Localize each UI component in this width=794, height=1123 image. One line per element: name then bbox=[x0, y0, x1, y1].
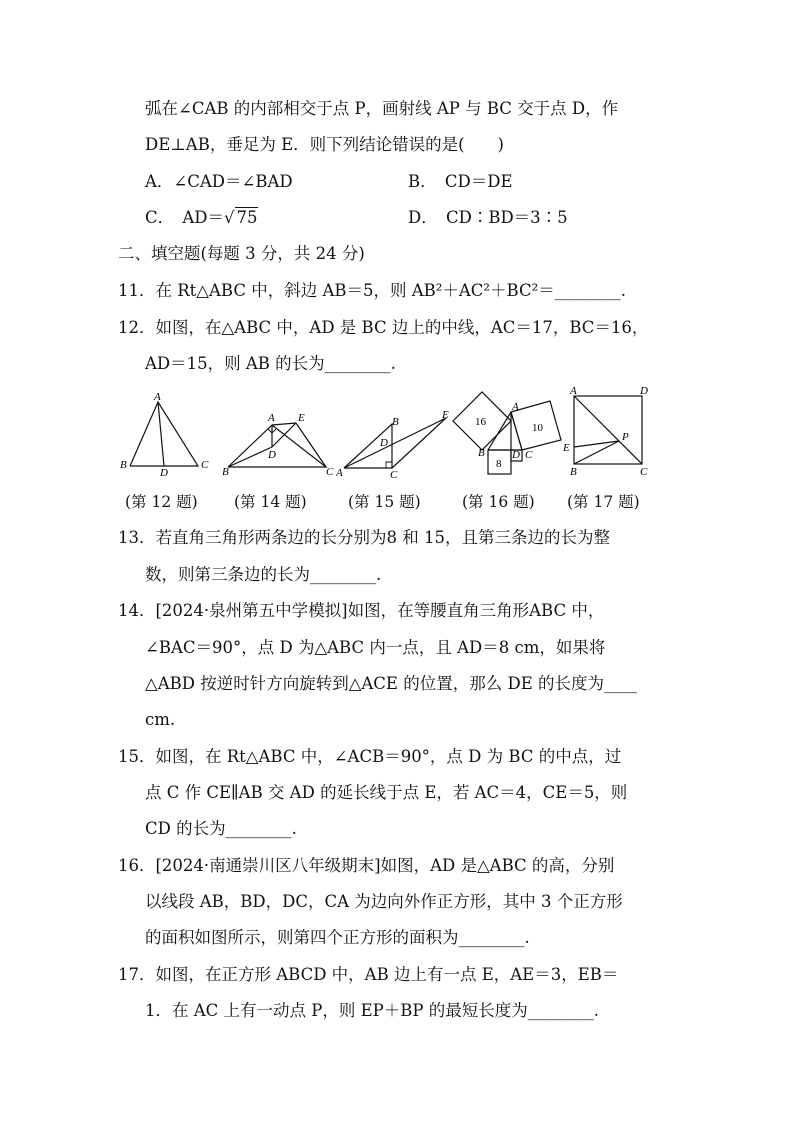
label-d: D bbox=[268, 449, 276, 461]
label-p: P bbox=[622, 431, 629, 443]
text-line: DE⊥AB，垂足为 E．则下列结论错误的是( ) bbox=[145, 135, 504, 154]
label-b: B bbox=[392, 416, 399, 428]
label-b: B bbox=[478, 447, 485, 459]
label-a: A bbox=[512, 401, 519, 413]
question-14: 14．[2024·泉州第五中学模拟]如图，在等腰直角三角形ABC 中， bbox=[118, 601, 605, 620]
label-e: E bbox=[442, 410, 449, 421]
label-c: C bbox=[525, 449, 533, 461]
label-c: C bbox=[390, 469, 398, 480]
question-12: 12．如图，在△ABC 中，AD 是 BC 边上的中线，AC＝17，BC＝16， bbox=[118, 318, 649, 337]
question-15: 15．如图，在 Rt△ABC 中，∠ACB＝90°，点 D 为 BC 的中点，过 bbox=[118, 747, 622, 766]
text-line: 的面积如图所示，则第四个正方形的面积为________. bbox=[145, 928, 530, 947]
label-d: D bbox=[512, 449, 520, 461]
caption-q15: (第 15 题) bbox=[348, 493, 421, 511]
label-e: E bbox=[563, 442, 570, 454]
label-b: B bbox=[570, 466, 577, 478]
figure-15 bbox=[336, 410, 454, 480]
sqrt-sign: √ bbox=[224, 208, 235, 227]
caption-q17: (第 17 题) bbox=[567, 493, 640, 511]
text-line: △ABD 按逆时针方向旋转到△ACE 的位置，那么 DE 的长度为____ bbox=[145, 674, 637, 693]
text-line: AD＝15，则 AB 的长为________. bbox=[145, 354, 396, 373]
option-b: B． CD＝DE bbox=[408, 172, 513, 191]
figure-14 bbox=[222, 405, 334, 477]
option-d: D． CD∶BD＝3∶5 bbox=[408, 208, 568, 227]
label-e: E bbox=[298, 412, 305, 424]
label-a: A bbox=[336, 467, 343, 479]
text-line: cm. bbox=[145, 710, 176, 729]
label-b: B bbox=[222, 466, 229, 477]
caption-q16: (第 16 题) bbox=[462, 493, 535, 511]
option-c-label: C． AD＝ bbox=[145, 208, 225, 227]
text-line: 点 C 作 CE∥AB 交 AD 的延长线于点 E，若 AC＝4，CE＝5，则 bbox=[145, 783, 628, 802]
figure-16 bbox=[450, 386, 565, 478]
label-c: C bbox=[640, 466, 648, 478]
figure-17 bbox=[560, 384, 660, 478]
text-line: 以线段 AB，BD，DC，CA 为边向外作正方形，其中 3 个正方形 bbox=[145, 892, 623, 911]
label-a: A bbox=[268, 412, 275, 424]
text-line: CD 的长为________. bbox=[145, 819, 297, 838]
question-17: 17．如图，在正方形 ABCD 中，AB 边上有一点 E，AE＝3，EB＝ bbox=[118, 965, 619, 984]
text-line: 数，则第三条边的长为________. bbox=[145, 565, 382, 584]
area-label: 16 bbox=[475, 416, 486, 428]
label-a: A bbox=[570, 385, 577, 397]
text-line: ∠BAC＝90°，点 D 为△ABC 内一点，且 AD＝8 cm，如果将 bbox=[145, 638, 606, 657]
area-label: 8 bbox=[496, 458, 502, 470]
option-a: A．∠CAD＝∠BAD bbox=[145, 172, 293, 191]
label-d: D bbox=[160, 467, 168, 478]
question-16: 16．[2024·南通崇川区八年级期末]如图，AD 是△ABC 的高，分别 bbox=[118, 856, 615, 875]
radicand: 75 bbox=[236, 208, 258, 227]
option-c bbox=[145, 206, 258, 230]
caption-q12: (第 12 题) bbox=[125, 493, 198, 511]
label-d: D bbox=[640, 385, 648, 397]
figure-12 bbox=[118, 388, 218, 478]
question-11: 11．在 Rt△ABC 中，斜边 AB＝5，则 AB²＋AC²＋BC²＝________. bbox=[118, 281, 626, 300]
label-a: A bbox=[154, 391, 161, 403]
label-c: C bbox=[201, 459, 209, 471]
label-d: D bbox=[380, 437, 388, 449]
text-line: 弧在∠CAB 的内部相交于点 P，画射线 AP 与 BC 交于点 D，作 bbox=[145, 99, 619, 118]
area-label: 10 bbox=[532, 422, 543, 434]
question-13: 13．若直角三角形两条边的长分别为8 和 15，且第三条边的长为整 bbox=[118, 528, 610, 547]
label-c: C bbox=[326, 466, 334, 477]
caption-q14: (第 14 题) bbox=[234, 493, 307, 511]
label-b: B bbox=[120, 459, 127, 471]
text-line: 1．在 AC 上有一动点 P，则 EP＋BP 的最短长度为________. bbox=[145, 1001, 599, 1020]
section-heading: 二、填空题(每题 3 分，共 24 分) bbox=[118, 244, 365, 263]
